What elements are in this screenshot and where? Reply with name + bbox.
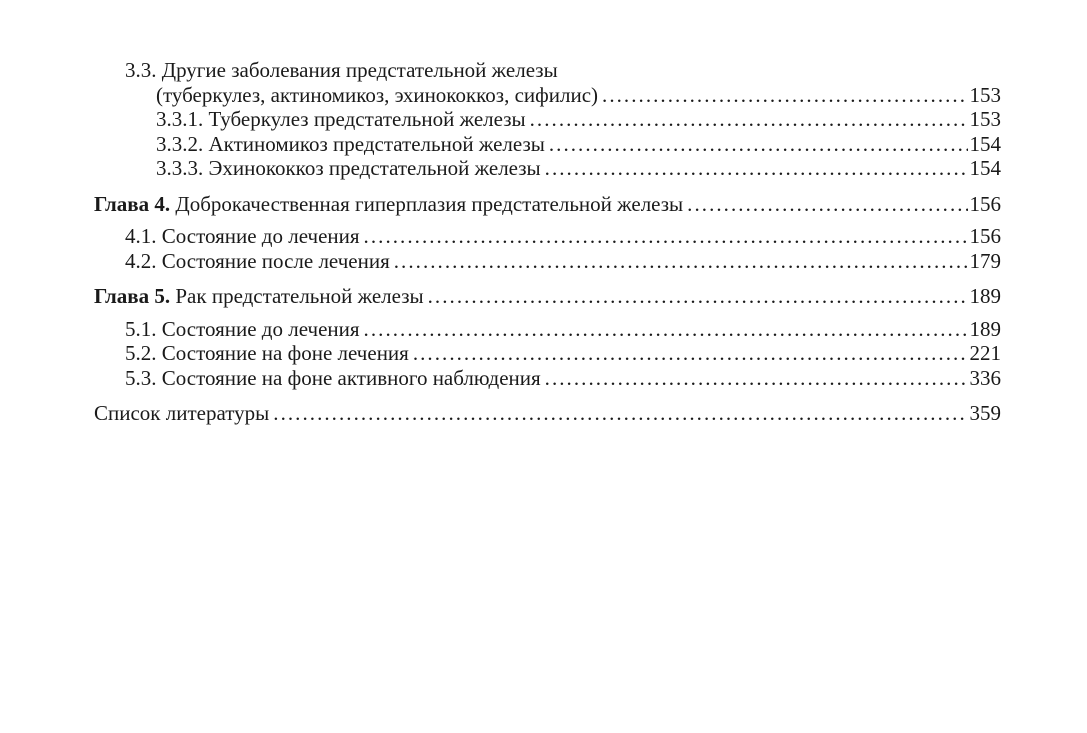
toc-chapter-5	[94, 284, 1001, 309]
table-of-contents	[94, 58, 1001, 426]
dot-leader	[545, 156, 968, 181]
toc-entry-3-3-2	[94, 132, 1001, 157]
toc-page-number: 359	[969, 401, 1001, 425]
toc-page-number: 189	[969, 316, 1001, 341]
toc-entry-title: 3.3.3. Эхинококкоз предстательной железы	[156, 156, 541, 180]
toc-entry-4-2	[94, 249, 1001, 274]
toc-entry-title: 5.2. Состояние на фоне лечения	[125, 341, 409, 365]
chapter-name: Доброкачественная гиперплазия предстательной железы	[175, 191, 684, 216]
toc-page-number: 156	[969, 224, 1001, 248]
spacer	[94, 216, 1001, 224]
dot-leader	[687, 192, 967, 217]
spacer	[94, 309, 1001, 317]
toc-chapter-title	[94, 192, 683, 217]
toc-entry-5-2	[94, 341, 1001, 366]
toc-entry-title: 5.3. Состояние на фоне активного наблюдения	[125, 365, 541, 390]
toc-page-number: 156	[969, 191, 1001, 216]
toc-entry-title: 3.3.2. Актиномикоз предстательной железы	[156, 131, 545, 156]
toc-entry-title: 3.3. Другие заболевания предстательной железы	[125, 58, 558, 82]
toc-entry-title: (туберкулез, актиномикоз, эхинококкоз, сифилис)	[156, 82, 599, 107]
toc-entry-4-1	[94, 224, 1001, 249]
dot-leader	[549, 132, 968, 157]
chapter-label: Глава 4.	[94, 191, 171, 216]
toc-page-number: 179	[969, 248, 1001, 273]
toc-entry-3-3-1	[94, 107, 1001, 132]
toc-page-number: 189	[969, 284, 1001, 308]
toc-entry-3-3-line1	[94, 58, 1001, 83]
toc-page-number: 153	[969, 107, 1001, 131]
toc-entry-3-3	[94, 83, 1001, 108]
dot-leader	[364, 224, 968, 249]
dot-leader	[602, 83, 967, 108]
dot-leader	[530, 107, 968, 132]
chapter-label: Глава 5.	[94, 284, 171, 308]
toc-entry-title: 3.3.1. Туберкулез предстательной железы	[156, 107, 526, 131]
dot-leader	[394, 249, 968, 274]
dot-leader	[428, 284, 968, 309]
dot-leader	[545, 366, 968, 391]
toc-entry-5-1	[94, 317, 1001, 342]
toc-entry-5-3	[94, 366, 1001, 391]
toc-chapter-4	[94, 192, 1001, 217]
spacer	[94, 273, 1001, 284]
toc-entry-title: 4.1. Состояние до лечения	[125, 224, 360, 248]
toc-page-number: 153	[969, 82, 1001, 107]
toc-references	[94, 401, 1001, 426]
dot-leader	[273, 401, 967, 426]
toc-entry-3-3-3	[94, 156, 1001, 181]
spacer	[94, 390, 1001, 401]
toc-entry-title: Список литературы	[94, 401, 270, 425]
toc-entry-title: 5.1. Состояние до лечения	[125, 316, 360, 341]
dot-leader	[364, 317, 968, 342]
toc-chapter-title	[94, 284, 424, 309]
spacer	[94, 181, 1001, 192]
chapter-name: Рак предстательной железы	[175, 284, 424, 308]
toc-page-number: 154	[969, 131, 1001, 156]
toc-page-number: 336	[969, 365, 1001, 390]
dot-leader	[413, 341, 968, 366]
toc-page-number: 221	[969, 341, 1001, 365]
toc-page-number: 154	[969, 156, 1001, 180]
toc-entry-title: 4.2. Состояние после лечения	[125, 248, 390, 273]
